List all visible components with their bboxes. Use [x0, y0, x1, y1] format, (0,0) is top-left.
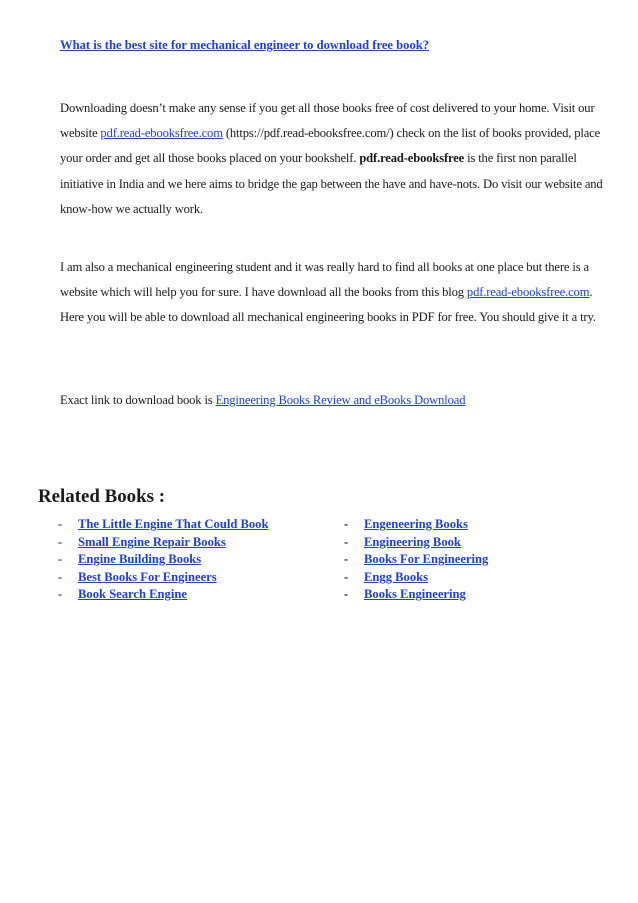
related-book-link[interactable]: Book Search Engine [78, 587, 187, 601]
list-dash: - [58, 587, 63, 601]
list-dash: - [344, 587, 349, 601]
paragraph-text: Exact link to download book is [60, 393, 216, 407]
answer-paragraph-3 [60, 388, 605, 413]
paragraph-text: is the first non parallel initiative in India and we here aims to bridge the gap between the have and have-nots. Do visit our website and know-how we actually work. [60, 151, 603, 216]
paragraph-text: I am also a mechanical engineering student and it was really hard to find all books at one place but there is a website which will help you for sure. I have download all the books from this blog [60, 260, 589, 300]
list-item [58, 551, 268, 569]
website-link[interactable]: pdf.read-ebooksfree.com [100, 126, 223, 141]
related-book-link[interactable]: Engeneering Books [364, 517, 468, 531]
download-link[interactable]: Engineering Books Review and eBooks Download [215, 393, 466, 407]
related-books-list-right [344, 516, 488, 604]
related-book-link[interactable]: Engine Building Books [78, 552, 202, 566]
title-link[interactable]: What is the best site for mechanical engineer to download free book? [60, 38, 430, 52]
site-name-bold: pdf.read-ebooksfree [359, 151, 465, 166]
related-books-heading: Related Books : [38, 486, 165, 507]
answer-paragraph-1 [60, 96, 605, 222]
list-item [344, 516, 488, 534]
related-book-link[interactable]: Books For Engineering [364, 552, 489, 566]
list-dash: - [58, 552, 63, 566]
list-dash: - [344, 517, 349, 531]
related-books-list-left [58, 516, 268, 604]
paragraph-text: (https://pdf.read-ebooksfree.com/) check on the list of books provided, place your order and get all those books placed on your bookshelf. [60, 126, 601, 166]
list-item [344, 551, 488, 569]
list-dash: - [58, 569, 63, 584]
list-dash: - [58, 534, 63, 549]
related-book-link[interactable]: The Little Engine That Could Book [78, 517, 269, 531]
answer-paragraph-2 [60, 255, 605, 331]
related-book-link[interactable]: Small Engine Repair Books [78, 534, 226, 549]
paragraph-text: Downloading doesn’t make any sense if you get all those books free of cost delivered to your home. Visit our website [60, 101, 595, 141]
related-book-link[interactable]: Books Engineering [364, 587, 466, 601]
list-item [58, 516, 268, 534]
page-title[interactable] [60, 38, 429, 53]
list-dash: - [344, 534, 349, 549]
list-dash: - [344, 552, 349, 566]
list-item [58, 586, 268, 604]
list-dash: - [58, 517, 63, 531]
paragraph-text: . Here you will be able to download all mechanical engineering books in PDF for free. You should give it a try. [60, 285, 596, 325]
list-item [344, 586, 488, 604]
list-dash: - [344, 569, 349, 584]
blog-link[interactable]: pdf.read-ebooksfree.com [466, 285, 590, 300]
list-item [58, 534, 268, 552]
related-book-link[interactable]: Engineering Book [364, 534, 461, 549]
related-book-link[interactable]: Best Books For Engineers [78, 569, 217, 584]
list-item [58, 569, 268, 587]
related-book-link[interactable]: Engg Books [364, 569, 429, 584]
list-item [344, 569, 488, 587]
list-item [344, 534, 488, 552]
